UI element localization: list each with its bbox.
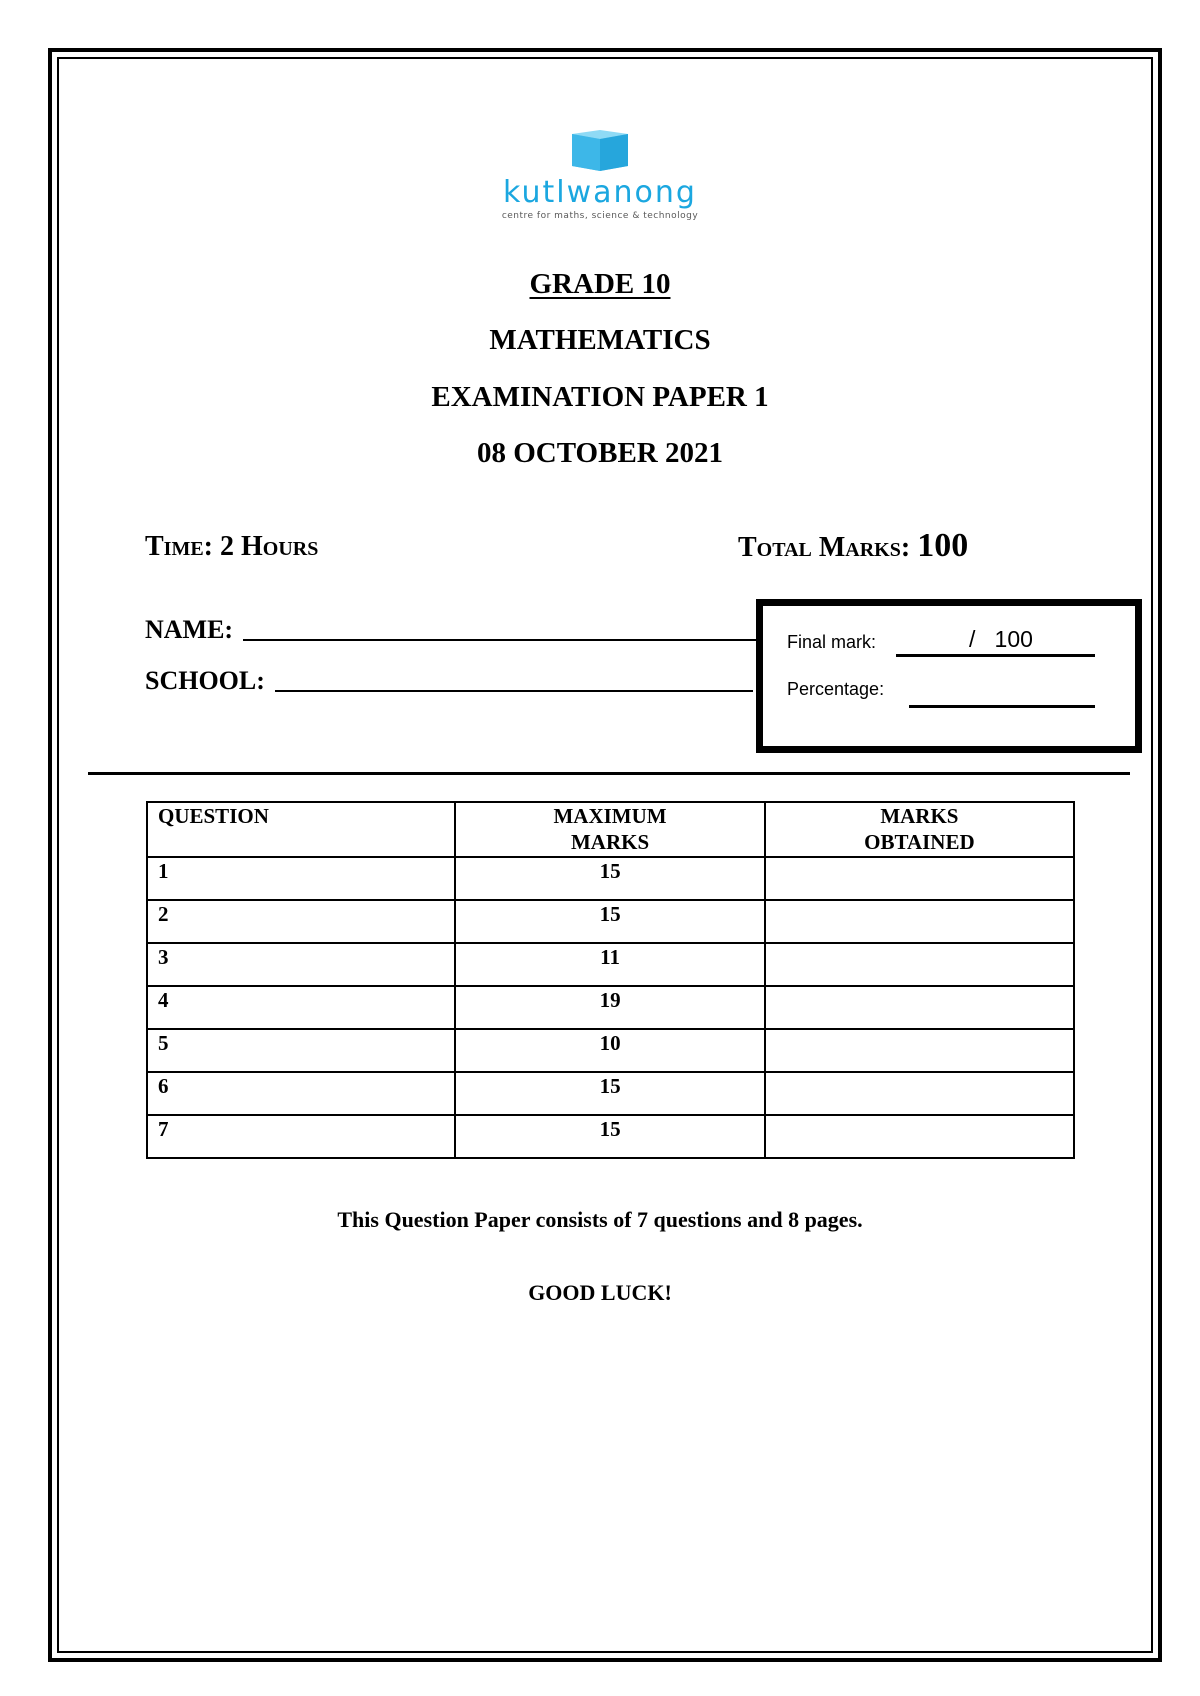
table-row xyxy=(147,1115,1074,1158)
marks-obtained-cell[interactable] xyxy=(765,900,1074,943)
cube-logo-icon xyxy=(568,130,632,172)
good-luck-note: GOOD LUCK! xyxy=(528,1280,672,1305)
table-row xyxy=(147,857,1074,900)
final-mark-label: Final mark: xyxy=(787,632,877,652)
total-marks-label: Total Marks: xyxy=(738,532,911,563)
max-marks: 15 xyxy=(455,900,764,943)
school-field[interactable] xyxy=(145,666,753,696)
header-marks-obtained: MARKS OBTAINED xyxy=(765,802,1074,857)
subject-title: MATHEMATICS xyxy=(489,324,711,356)
final-mark-value: / 100 xyxy=(969,626,1033,652)
marks-obtained-cell[interactable] xyxy=(765,1115,1074,1158)
question-number: 7 xyxy=(147,1115,455,1158)
table-row xyxy=(147,986,1074,1029)
question-number: 5 xyxy=(147,1029,455,1072)
kutlwanong-logo xyxy=(480,130,720,245)
school-label: SCHOOL: xyxy=(145,666,265,695)
marks-table xyxy=(146,801,1075,1159)
percentage-label: Percentage: xyxy=(787,679,885,699)
marks-obtained-cell[interactable] xyxy=(765,1029,1074,1072)
section-divider xyxy=(88,772,1130,775)
total-marks xyxy=(738,527,968,565)
name-field[interactable] xyxy=(145,615,757,645)
final-mark-line[interactable] xyxy=(896,654,1095,657)
total-marks-value: 100 xyxy=(917,527,969,564)
exam-date: 08 OCTOBER 2021 xyxy=(476,437,723,469)
question-number: 2 xyxy=(147,900,455,943)
header-maximum-marks: MAXIMUM MARKS xyxy=(455,802,764,857)
marks-obtained-cell[interactable] xyxy=(765,1072,1074,1115)
marks-obtained-cell[interactable] xyxy=(765,943,1074,986)
table-row xyxy=(147,1072,1074,1115)
table-row xyxy=(147,900,1074,943)
table-header-row xyxy=(147,802,1074,857)
percentage-line[interactable] xyxy=(909,705,1095,708)
final-mark-box xyxy=(756,599,1142,753)
paper-info-note: This Question Paper consists of 7 questions and 8 pages. xyxy=(337,1207,863,1232)
name-label: NAME: xyxy=(145,615,234,644)
paper-title: EXAMINATION PAPER 1 xyxy=(431,381,769,413)
school-blank-line[interactable] xyxy=(275,690,753,692)
header-question: QUESTION xyxy=(147,802,455,857)
max-marks: 15 xyxy=(455,857,764,900)
max-marks: 11 xyxy=(455,943,764,986)
max-marks: 19 xyxy=(455,986,764,1029)
question-number: 1 xyxy=(147,857,455,900)
question-number: 3 xyxy=(147,943,455,986)
question-number: 4 xyxy=(147,986,455,1029)
name-blank-line[interactable] xyxy=(243,639,757,641)
max-marks: 15 xyxy=(455,1115,764,1158)
logo-tagline: centre for maths, science & technology xyxy=(501,211,699,221)
marks-obtained-cell[interactable] xyxy=(765,857,1074,900)
marks-obtained-cell[interactable] xyxy=(765,986,1074,1029)
grade-title: GRADE 10 xyxy=(529,268,671,300)
time-allowed: Time: 2 Hours xyxy=(145,531,319,562)
table-row xyxy=(147,943,1074,986)
max-marks: 15 xyxy=(455,1072,764,1115)
max-marks: 10 xyxy=(455,1029,764,1072)
question-number: 6 xyxy=(147,1072,455,1115)
logo-wordmark: kutlwanong xyxy=(503,175,697,210)
table-row xyxy=(147,1029,1074,1072)
